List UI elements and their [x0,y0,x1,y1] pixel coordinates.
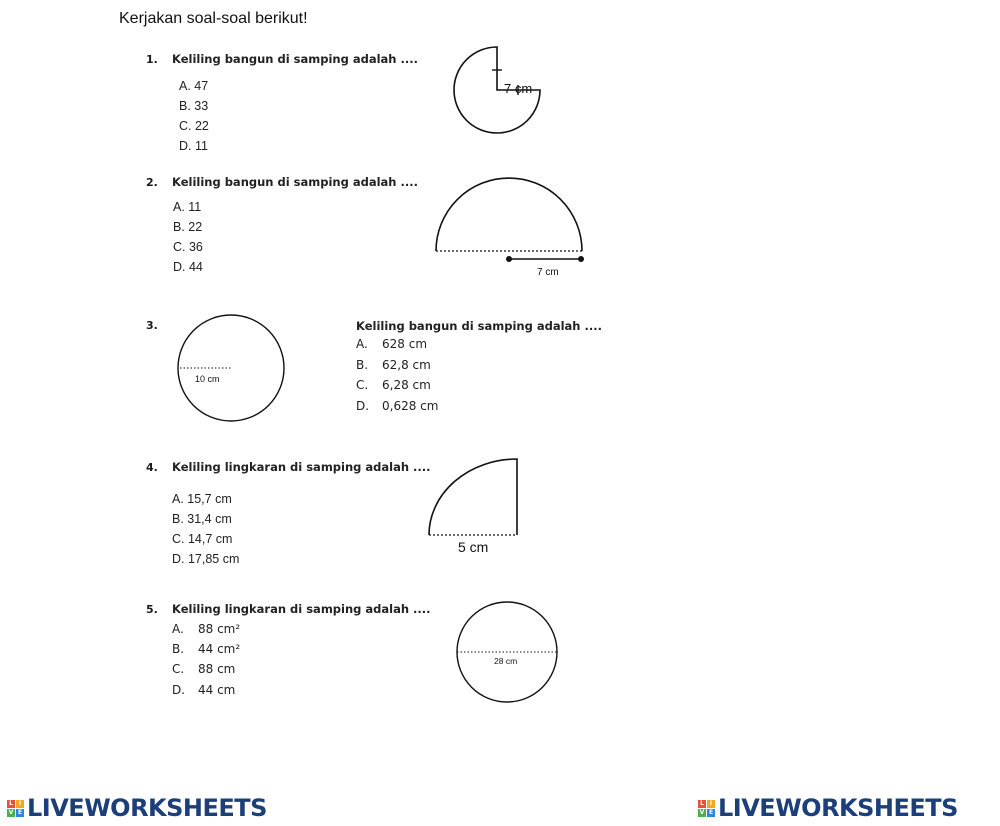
logo-icon-tile: I [16,800,24,808]
logo-icon-tile: E [708,808,714,816]
question-5-option-a[interactable] [172,619,240,639]
question-4-option-c[interactable]: C. 14,7 cm [172,532,233,546]
question-2-figure-label: 7 cm [537,267,559,278]
option-value: 44 cm² [198,642,241,656]
page-title: Kerjakan soal-soal berikut! [119,10,308,27]
question-2-option-a[interactable]: A. 11 [173,200,202,214]
liveworksheets-logo-icon [7,800,24,817]
question-4-option-d[interactable]: D. 17,85 cm [172,552,240,566]
question-3-option-d[interactable] [356,396,438,416]
question-2-option-b[interactable]: B. 22 [173,220,203,234]
logo-icon-tile: V [8,808,14,816]
question-2-semicircle-figure [430,175,590,285]
liveworksheets-logo-text: LIVEWORKSHEETS [718,794,958,822]
option-value: 628 cm [382,337,428,351]
question-3-option-b[interactable] [356,355,431,375]
option-letter: B. [172,642,185,656]
question-3-option-c[interactable] [356,375,431,395]
option-letter: D. [356,399,370,413]
option-value: 6,28 cm [382,378,431,392]
logo-icon-tile: L [7,800,15,808]
question-1-three-quarter-circle-figure [440,40,560,150]
question-1-number: 1. [146,53,158,66]
option-letter: D. [172,683,186,697]
question-2-option-c[interactable]: C. 36 [173,240,203,254]
question-1-option-a[interactable]: A. 47 [179,79,209,93]
logo-icon-tile: E [17,808,23,816]
question-4-figure-label: 5 cm [458,539,489,555]
liveworksheets-logo-right [698,794,958,822]
question-1-option-b[interactable]: B. 33 [179,99,209,113]
question-5-number: 5. [146,603,158,616]
question-4-number: 4. [146,461,158,474]
liveworksheets-logo-text: LIVEWORKSHEETS [27,794,267,822]
option-letter: B. [356,358,369,372]
option-value: 0,628 cm [382,399,439,413]
question-3-option-a[interactable] [356,334,427,354]
option-value: 44 cm [198,683,236,697]
logo-icon-tile: L [698,800,706,808]
logo-icon-tile: V [699,808,705,816]
question-2-option-d[interactable]: D. 44 [173,260,203,274]
question-5-circle-figure [450,598,565,708]
question-5-figure-label: 28 cm [494,656,518,666]
option-letter: A. [172,622,184,636]
question-1-option-c[interactable]: C. 22 [179,119,209,133]
question-5-text: Keliling lingkaran di samping adalah .... [172,602,431,616]
question-2-text: Keliling bangun di samping adalah .... [172,175,418,189]
option-letter: C. [172,662,185,676]
liveworksheets-logo-left [7,794,267,822]
option-letter: C. [356,378,369,392]
question-5-option-b[interactable] [172,639,240,659]
liveworksheets-logo-icon [698,800,715,817]
option-letter: A. [356,337,368,351]
option-value: 62,8 cm [382,358,431,372]
question-1-text: Keliling bangun di samping adalah .... [172,52,418,66]
question-3-figure-label: 10 cm [195,374,220,384]
question-3-number: 3. [146,319,158,332]
question-1-option-d[interactable]: D. 11 [179,139,208,153]
question-4-quarter-circle-figure [420,452,530,562]
question-1-figure-label: 7 cm [504,81,533,96]
question-4-option-b[interactable]: B. 31,4 cm [172,512,232,526]
question-4-text: Keliling lingkaran di samping adalah .... [172,460,431,474]
question-3-text: Keliling bangun di samping adalah .... [356,319,602,333]
question-2-number: 2. [146,176,158,189]
question-4-option-a[interactable]: A. 15,7 cm [172,492,232,506]
option-value: 88 cm [198,662,236,676]
option-value: 88 cm² [198,622,241,636]
question-3-circle-figure [170,310,290,430]
logo-icon-tile: I [707,800,715,808]
question-5-option-d[interactable] [172,680,235,700]
question-5-option-c[interactable] [172,659,235,679]
